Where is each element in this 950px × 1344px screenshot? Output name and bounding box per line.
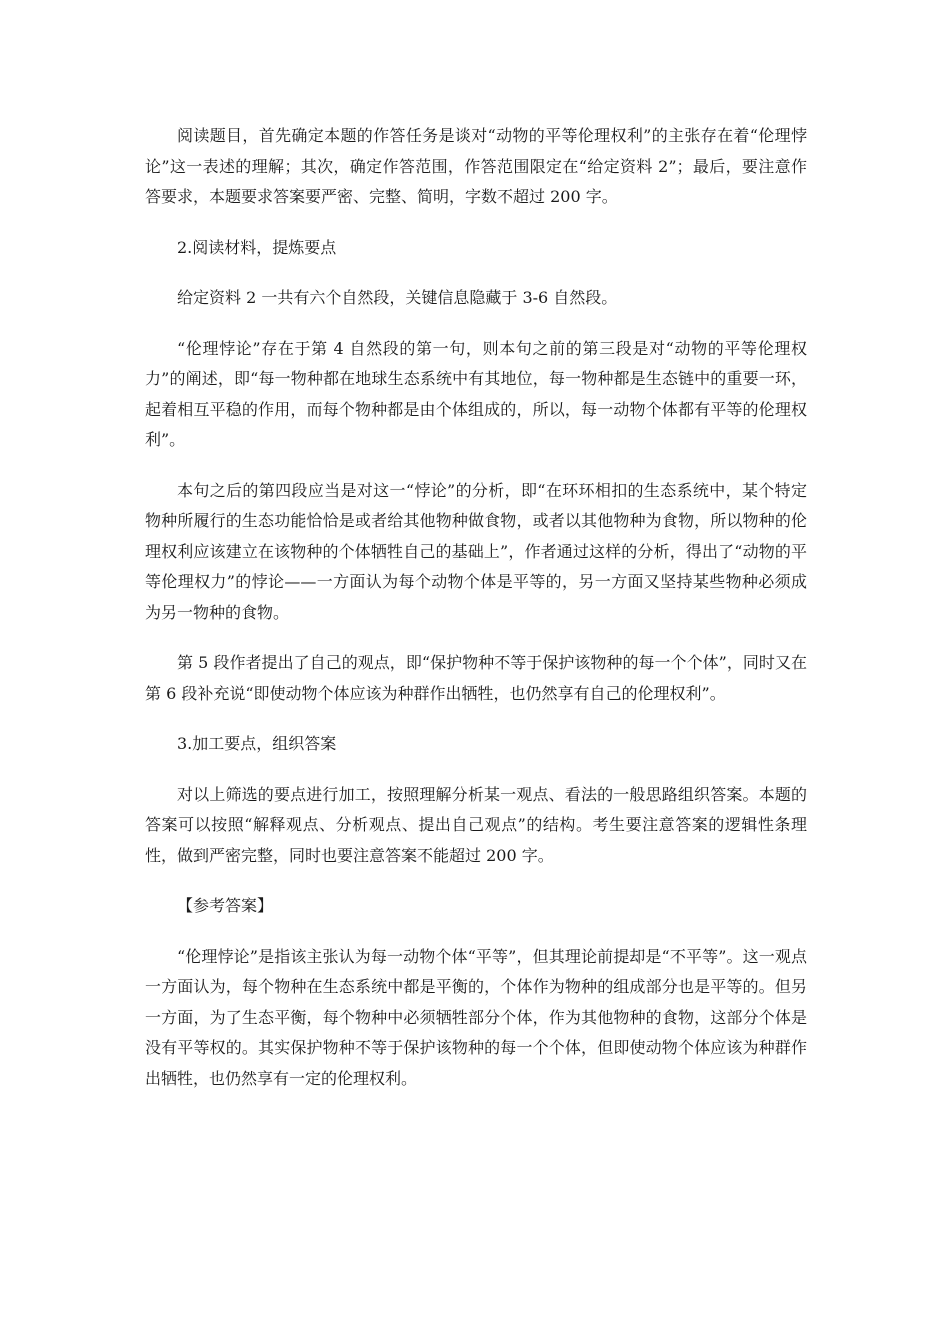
paradox-location-paragraph: “伦理悖论”存在于第 4 自然段的第一句，则本句之前的第三段是对“动物的平等伦理权力”的阐述，即“每一物种都在地球生态系统中有其地位，每一物种都是生态链中的重要一环，起着相互平稳的作用，而每个物种都是由个体组成的，所以，每一动物个体都有平等的伦理权利”。	[145, 338, 807, 449]
paradox-analysis-paragraph: 本句之后的第四段应当是对这一“悖论”的分析，即“在环环相扣的生态系统中，某个特定物种所履行的生态功能恰恰是或者给其他物种做食物，或者以其他物种为食物，所以物种的伦理权利应该建立在该物种的个体牺牲自己的基础上”，作者通过这样的分析，得出了“动物的平等伦理权力”的悖论——一方面认为每个动物个体是平等的，另一方面又坚持某些物种必须成为另一物种的食物。	[145, 480, 807, 622]
material-overview-paragraph: 给定资料 2 一共有六个自然段，关键信息隐藏于 3-6 自然段。	[177, 288, 618, 307]
reference-answer-paragraph: “伦理悖论”是指该主张认为每一动物个体“平等”，但其理论前提却是“不平等”。这一观点一方面认为，每个物种在生态系统中都是平衡的，个体作为物种的组成部分也是平等的。但另一方面，为了生态平衡，每个物种中必须牺牲部分个体，作为其他物种的食物，这部分个体是没有平等权的。其实保护物种不等于保护该物种的每一个个体，但即使动物个体应该为种群作出牺牲，也仍然享有一定的伦理权利。	[145, 946, 807, 1088]
intro-paragraph: 阅读题目，首先确定本题的作答任务是谈对“动物的平等伦理权利”的主张存在着“伦理悖论”这一表述的理解；其次，确定作答范围，作答范围限定在“给定资料 2”；最后，要注意作答要求，本题要求答案要严密、完整、简明，字数不超过 200 字。	[145, 126, 807, 206]
reference-answer-heading: 【参考答案】	[177, 896, 274, 915]
section-heading-read-material: 2.阅读材料，提炼要点	[177, 237, 337, 257]
author-view-paragraph: 第 5 段作者提出了自己的观点，即“保护物种不等于保护该物种的每一个个体”，同时又在第 6 段补充说“即使动物个体应该为种群作出牺牲，也仍然享有自己的伦理权利”。	[145, 653, 807, 703]
section-heading-organize-answer: 3.加工要点，组织答案	[177, 734, 337, 753]
answer-method-paragraph: 对以上筛选的要点进行加工，按照理解分析某一观点、看法的一般思路组织答案。本题的答案可以按照“解释观点、分析观点、提出自己观点”的结构。考生要注意答案的逻辑性条理性，做到严密完整，同时也要注意答案不能超过 200 字。	[145, 784, 807, 865]
document-body	[145, 121, 807, 1114]
